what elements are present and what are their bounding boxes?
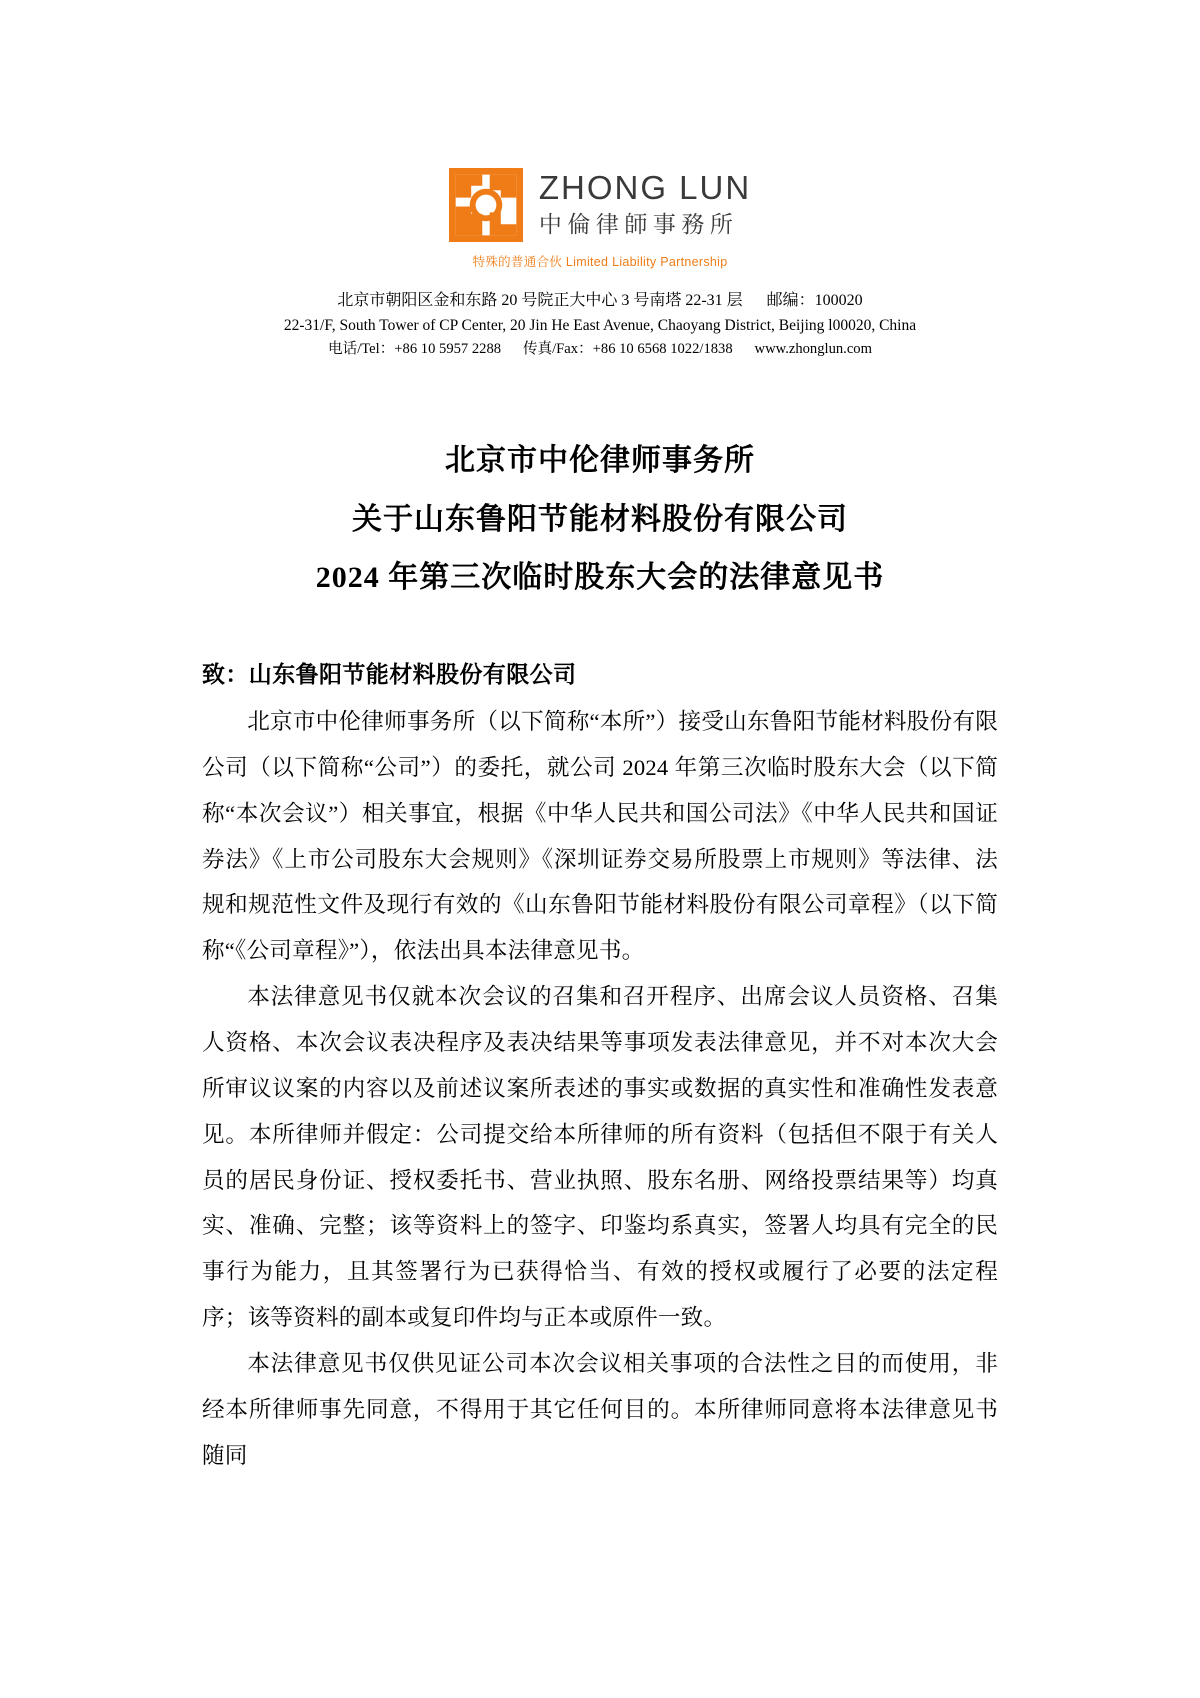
body-paragraph: 北京市中伦律师事务所（以下简称“本所”）接受山东鲁阳节能材料股份有限公司（以下简称“公司”）的委托，就公司 2024 年第三次临时股东大会（以下简称“本次会议”）相关事宜，根据《中华人民共和国公司法》《中华人民共和国证券法》《上市公司股东大会规则》《深圳证券交易所股票上市规则》等法律、法规和规范性文件及现行有效的《山东鲁阳节能材料股份有限公司章程》（以下简称“《公司章程》”），依法出具本法律意见书。 (202, 708, 998, 964)
document-body (202, 608, 998, 1479)
title-line-1: 北京市中伦律师事务所 (445, 444, 755, 478)
address-line-contact: 电话/Tel：+86 10 5957 2288 传真/Fax：+86 10 6568 1022/1838 www.zhonglun.com (328, 340, 872, 357)
firm-logo (449, 168, 751, 242)
addressee-line: 致：山东鲁阳节能材料股份有限公司 (202, 661, 577, 687)
body-paragraph: 本法律意见书仅供见证公司本次会议相关事项的合法性之目的而使用，非经本所律师事先同意，不得用于其它任何目的。本所律师同意将本法律意见书随同 (202, 1350, 998, 1468)
logo-chinese-name: 中倫律師事務所 (538, 210, 739, 237)
logo-english-name: ZHONG LUN (538, 169, 752, 207)
page-title (0, 432, 1200, 608)
firm-address-block (0, 289, 1200, 360)
title-line-2: 关于山东鲁阳节能材料股份有限公司 (352, 502, 848, 536)
body-paragraph: 本法律意见书仅就本次会议的召集和召开程序、出席会议人员资格、召集人资格、本次会议表决程序及表决结果等事项发表法律意见，并不对本次大会所审议议案的内容以及前述议案所表述的事实或数据的真实性和准确性发表意见。本所律师并假定：公司提交给本所律师的所有资料（包括但不限于有关人员的居民身份证、授权委托书、营业执照、股东名册、网络投票结果等）均真实、准确、完整；该等资料上的签字、印鉴均系真实，签署人均具有完全的民事行为能力，且其签署行为已获得恰当、有效的授权或履行了必要的法定程序；该等资料的副本或复印件均与正本或原件一致。 (202, 984, 998, 1331)
logo-wordmark (539, 171, 751, 238)
title-line-3: 2024 年第三次临时股东大会的法律意见书 (315, 561, 885, 595)
zhonglun-square-logo-icon (449, 168, 523, 242)
address-line-chinese: 北京市朝阳区金和东路 20 号院正大中心 3 号南塔 22-31 层 邮编：100020 (337, 292, 863, 309)
letterhead (0, 0, 1200, 360)
logo-tagline: 特殊的普通合伙 Limited Liability Partnership (472, 255, 728, 269)
address-line-english: 22-31/F, South Tower of CP Center, 20 Jin He East Avenue, Chaoyang District, Beijing l00020, China (283, 316, 917, 334)
